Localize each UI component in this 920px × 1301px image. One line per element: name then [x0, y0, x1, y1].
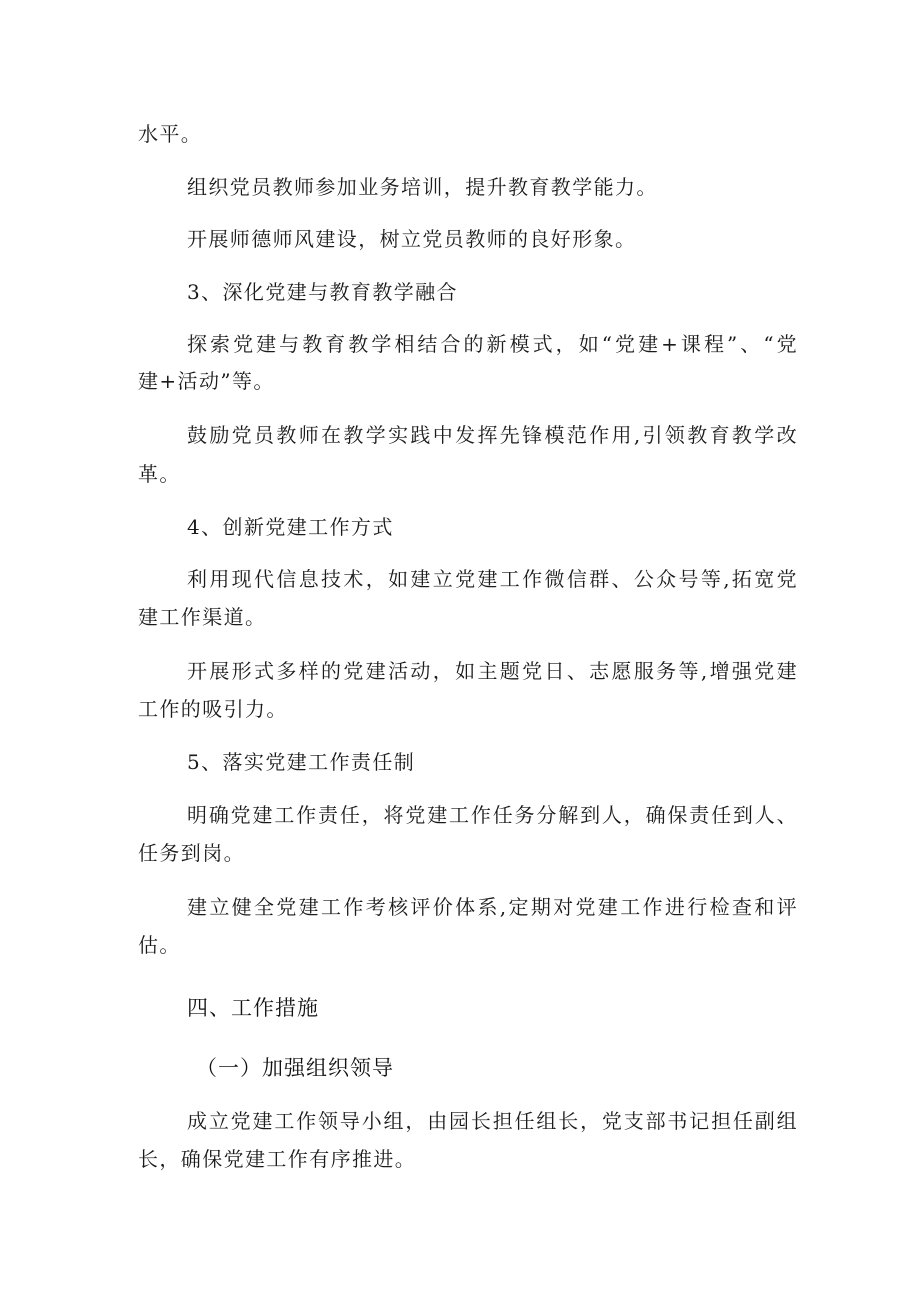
paragraph-line: 明确党建工作责任，将党建工作任务分解到人，确保责任到人、 — [187, 803, 798, 827]
paragraph-line: 估。 — [138, 933, 181, 957]
paragraph-line: 任务到岗。 — [138, 841, 245, 865]
section-subheading: 4、创新党建工作方式 — [187, 515, 394, 539]
paragraph-line: 长，确保党建工作有序推进。 — [138, 1147, 417, 1171]
subsection-heading: （一）加强组织领导 — [196, 1056, 394, 1080]
paragraph-line: 建立健全党建工作考核评价体系,定期对党建工作进行检查和评 — [187, 895, 798, 919]
paragraph-line: 成立党建工作领导小组，由园长担任组长，党支部书记担任副组 — [187, 1109, 798, 1133]
paragraph-line: 革。 — [138, 462, 181, 486]
paragraph-line: 工作的吸引力。 — [138, 697, 288, 721]
section-subheading: 5、落实党建工作责任制 — [187, 750, 416, 774]
paragraph-line: 水平。 — [138, 122, 203, 146]
paragraph-line: 建工作渠道。 — [138, 605, 267, 629]
paragraph-line: 建+活动”等。 — [138, 369, 275, 393]
paragraph-line: 鼓励党员教师在教学实践中发挥先锋模范作用,引领教育教学改 — [187, 423, 798, 447]
paragraph-line: 探索党建与教育教学相结合的新模式，如“党建+课程”、“党 — [187, 332, 798, 356]
paragraph-line: 利用现代信息技术，如建立党建工作微信群、公众号等,拓宽党 — [187, 567, 798, 591]
section-heading: 四、工作措施 — [187, 996, 319, 1020]
paragraph-line: 组织党员教师参加业务培训，提升教育教学能力。 — [187, 175, 658, 199]
section-subheading: 3、深化党建与教育教学融合 — [187, 280, 458, 304]
paragraph-line: 开展师德师风建设，树立党员教师的良好形象。 — [187, 227, 637, 251]
paragraph-line: 开展形式多样的党建活动，如主题党日、志愿服务等,增强党建 — [187, 659, 798, 683]
